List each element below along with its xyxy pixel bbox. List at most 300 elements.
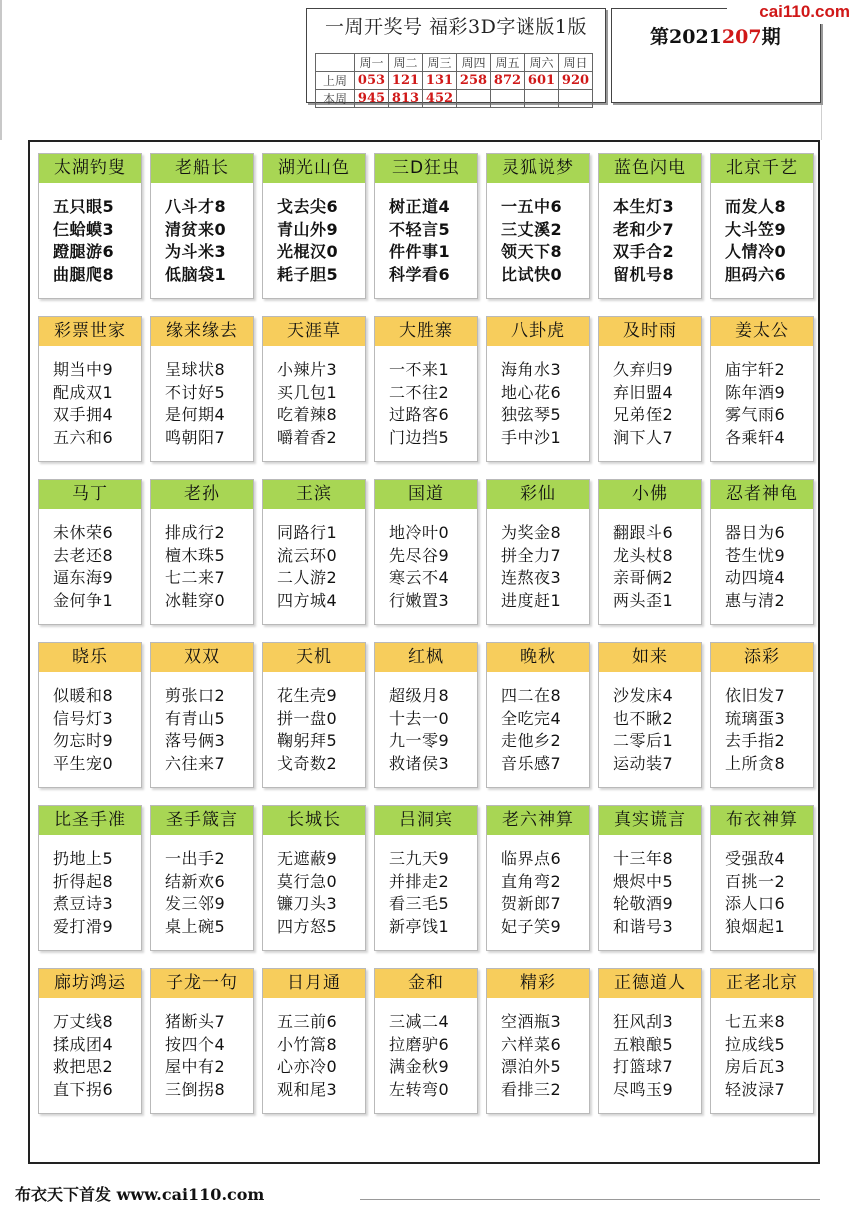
riddle-line: 曲腿爬8 xyxy=(53,264,115,284)
cell-title: 老孙 xyxy=(151,480,253,509)
cell-title: 吕洞宾 xyxy=(375,806,477,835)
riddle-line: 清贫来0 xyxy=(165,219,227,239)
cell-lines xyxy=(151,998,253,1101)
riddle-line: 五六和6 xyxy=(53,427,114,447)
riddle-line: 五只眼5 xyxy=(53,197,115,216)
riddle-line: 涧下人7 xyxy=(613,427,674,447)
riddle-line: 去老还8 xyxy=(53,545,114,565)
riddle-line: 猪断头7 xyxy=(165,1012,226,1031)
cell-lines xyxy=(487,509,589,612)
riddle-cell xyxy=(710,968,814,1114)
riddle-cell xyxy=(374,805,478,951)
riddle-cell xyxy=(150,153,254,299)
riddle-cell xyxy=(150,642,254,788)
draw-number: 872 xyxy=(491,72,525,90)
riddle-cell xyxy=(38,153,142,299)
riddle-cell xyxy=(486,805,590,951)
cell-lines xyxy=(263,672,365,775)
draw-number: 452 xyxy=(423,90,457,108)
cell-title: 比圣手准 xyxy=(39,806,141,835)
riddle-line: 尽鸣玉9 xyxy=(613,1079,674,1099)
riddle-line: 七五来8 xyxy=(725,1012,786,1031)
riddle-cell xyxy=(710,479,814,625)
riddle-line: 四方怒5 xyxy=(277,916,338,936)
cell-lines xyxy=(599,183,701,286)
cell-lines xyxy=(487,346,589,449)
riddle-line: 轮敬酒9 xyxy=(613,894,674,913)
riddle-line: 打篮球7 xyxy=(613,1057,674,1076)
riddle-cell xyxy=(262,968,366,1114)
riddle-line: 蹬腿游6 xyxy=(53,242,115,261)
cell-title: 忍者神龟 xyxy=(711,480,813,509)
draw-number xyxy=(525,90,559,108)
riddle-line: 双手拥4 xyxy=(53,405,114,424)
riddle-line: 金何争1 xyxy=(53,590,114,610)
riddle-line: 二人游2 xyxy=(277,568,338,587)
left-edge-line xyxy=(0,0,2,140)
cell-lines xyxy=(263,183,365,286)
last-week-row xyxy=(316,72,593,90)
riddle-line: 折得起8 xyxy=(53,871,114,891)
corner-cell xyxy=(316,54,355,72)
riddle-line: 鞠躬拜5 xyxy=(277,731,338,750)
riddle-line: 本生灯3 xyxy=(613,197,675,216)
riddle-line: 发三邻9 xyxy=(165,894,226,913)
riddle-line: 进度赶1 xyxy=(501,590,562,610)
cell-title: 灵狐说梦 xyxy=(487,154,589,183)
riddle-line: 信号灯3 xyxy=(53,708,114,728)
riddle-line: 一出手2 xyxy=(165,849,226,868)
riddle-line: 逼东海9 xyxy=(53,568,114,587)
riddle-line: 各乘轩4 xyxy=(725,427,786,447)
riddle-line: 新亭饯1 xyxy=(389,916,450,936)
riddle-line: 救把思2 xyxy=(53,1057,114,1076)
cell-title: 三D狂虫 xyxy=(375,154,477,183)
riddle-line: 弃旧盟4 xyxy=(613,382,674,402)
cell-lines xyxy=(151,672,253,775)
riddle-cell xyxy=(374,316,478,462)
riddle-line: 贺新郎7 xyxy=(501,894,562,913)
riddle-line: 五三前6 xyxy=(277,1012,338,1031)
cell-lines xyxy=(599,346,701,449)
riddle-line: 也不瞅2 xyxy=(613,708,674,728)
riddle-line: 件件事1 xyxy=(389,242,451,261)
riddle-line: 七二来7 xyxy=(165,568,226,587)
cell-lines xyxy=(39,998,141,1101)
cell-title: 及时雨 xyxy=(599,317,701,346)
footer-credit: 布衣天下首发 www.cai110.com xyxy=(15,1185,265,1204)
cell-title: 天涯草 xyxy=(263,317,365,346)
cell-title: 圣手箴言 xyxy=(151,806,253,835)
riddle-cell xyxy=(486,479,590,625)
riddle-line: 为斗米3 xyxy=(165,242,227,261)
riddle-line: 地冷叶0 xyxy=(389,523,450,542)
riddle-line: 买几包1 xyxy=(277,382,338,402)
riddle-line: 落号俩3 xyxy=(165,731,226,750)
this-week-row xyxy=(316,90,593,108)
riddle-cell xyxy=(710,805,814,951)
riddle-line: 揉成团4 xyxy=(53,1034,114,1054)
riddle-line: 器日为6 xyxy=(725,523,786,542)
riddle-line: 拼一盘0 xyxy=(277,708,338,728)
day-header: 周五 xyxy=(491,54,525,72)
riddle-line: 一不来1 xyxy=(389,360,450,379)
riddle-line: 十三年8 xyxy=(613,849,674,868)
riddle-line: 而发人8 xyxy=(725,197,787,216)
riddle-line: 同路行1 xyxy=(277,523,338,542)
riddle-line: 心亦冷0 xyxy=(277,1057,338,1076)
riddle-cell xyxy=(710,642,814,788)
cell-lines xyxy=(263,346,365,449)
riddle-line: 嚼着香2 xyxy=(277,427,338,447)
cell-lines xyxy=(39,672,141,775)
footer-rule xyxy=(360,1199,820,1200)
cell-lines xyxy=(263,835,365,938)
riddle-line: 有青山5 xyxy=(165,708,226,728)
cell-lines xyxy=(599,998,701,1101)
cell-lines xyxy=(599,509,701,612)
cell-title: 金和 xyxy=(375,969,477,998)
riddle-line: 并排走2 xyxy=(389,871,450,891)
row-label: 本周 xyxy=(316,90,355,108)
riddle-line: 万丈线8 xyxy=(53,1012,114,1031)
riddle-cell xyxy=(262,316,366,462)
cell-lines xyxy=(375,509,477,612)
cell-lines xyxy=(375,835,477,938)
riddle-cell xyxy=(710,316,814,462)
riddle-line: 地心花6 xyxy=(501,382,562,402)
riddle-cell xyxy=(374,479,478,625)
cell-title: 晓乐 xyxy=(39,643,141,672)
riddle-cell xyxy=(150,968,254,1114)
cell-lines xyxy=(711,998,813,1101)
issue-prefix: 第2021 xyxy=(650,26,722,48)
cell-title: 红枫 xyxy=(375,643,477,672)
cell-lines xyxy=(151,509,253,612)
riddle-cell xyxy=(38,642,142,788)
riddle-line: 低脑袋1 xyxy=(165,264,227,284)
riddle-line: 老和少7 xyxy=(613,219,675,239)
riddle-line: 走他乡2 xyxy=(501,731,562,750)
weekly-draw-box xyxy=(306,8,606,106)
cell-lines xyxy=(711,835,813,938)
riddle-line: 救诸侯3 xyxy=(389,753,450,773)
cell-title: 彩票世家 xyxy=(39,317,141,346)
riddle-cell xyxy=(598,968,702,1114)
riddle-line: 冰鞋穿0 xyxy=(165,590,226,610)
draw-number xyxy=(457,90,491,108)
riddle-line: 去手指2 xyxy=(725,731,786,750)
riddle-line: 上所贪8 xyxy=(725,753,786,773)
cell-lines xyxy=(711,509,813,612)
riddle-line: 狼烟起1 xyxy=(725,916,786,936)
day-header: 周四 xyxy=(457,54,491,72)
riddle-line: 光棍汉0 xyxy=(277,242,339,261)
riddle-line: 漂泊外5 xyxy=(501,1057,562,1076)
cell-lines xyxy=(39,183,141,286)
riddle-cell xyxy=(486,153,590,299)
riddle-line: 拉成线5 xyxy=(725,1034,786,1054)
riddle-line: 结新欢6 xyxy=(165,871,226,891)
cell-lines xyxy=(39,509,141,612)
riddle-line: 是何期4 xyxy=(165,405,226,424)
day-header: 周三 xyxy=(423,54,457,72)
riddle-line: 兄弟侄2 xyxy=(613,405,674,424)
riddle-cell xyxy=(374,968,478,1114)
riddle-line: 戈去尖6 xyxy=(277,197,339,216)
riddle-line: 未休荣6 xyxy=(53,523,114,542)
riddle-line: 流云环0 xyxy=(277,545,338,565)
day-header: 周日 xyxy=(559,54,593,72)
riddle-cell xyxy=(374,153,478,299)
riddle-line: 雾气雨6 xyxy=(725,405,786,424)
riddle-cell xyxy=(262,479,366,625)
riddle-cell xyxy=(262,642,366,788)
riddle-line: 煨烬中5 xyxy=(613,871,674,891)
cell-title: 王滨 xyxy=(263,480,365,509)
riddle-line: 妃子笑9 xyxy=(501,916,562,936)
cell-title: 大胜寨 xyxy=(375,317,477,346)
riddle-cell xyxy=(38,805,142,951)
cell-title: 晚秋 xyxy=(487,643,589,672)
riddle-line: 莫行急0 xyxy=(277,871,338,891)
cell-lines xyxy=(263,998,365,1101)
riddle-line: 超级月8 xyxy=(389,686,450,705)
cell-lines xyxy=(375,998,477,1101)
riddle-line: 亲哥俩2 xyxy=(613,568,674,587)
riddle-cell xyxy=(486,316,590,462)
riddle-line: 胆码六6 xyxy=(725,264,787,284)
riddle-line: 海角水3 xyxy=(501,360,562,379)
riddle-line: 过路客6 xyxy=(389,405,450,424)
riddle-cell xyxy=(262,153,366,299)
riddle-cell xyxy=(150,479,254,625)
draw-number xyxy=(559,90,593,108)
riddle-line: 镰刀头3 xyxy=(277,894,338,913)
riddle-line: 全吃完4 xyxy=(501,708,562,728)
cell-title: 湖光山色 xyxy=(263,154,365,183)
draw-number: 131 xyxy=(423,72,457,90)
draw-number: 121 xyxy=(389,72,423,90)
riddle-cell xyxy=(598,479,702,625)
riddle-cell xyxy=(38,968,142,1114)
draw-number: 258 xyxy=(457,72,491,90)
riddle-line: 运动装7 xyxy=(613,753,674,773)
riddle-line: 勿忘时9 xyxy=(53,731,114,750)
riddle-line: 寒云不4 xyxy=(389,568,450,587)
cell-lines xyxy=(375,183,477,286)
riddle-line: 二不往2 xyxy=(389,382,450,402)
riddle-line: 三丈溪2 xyxy=(501,219,563,239)
cell-title: 北京千艺 xyxy=(711,154,813,183)
cell-title: 太湖钓叟 xyxy=(39,154,141,183)
riddle-line: 直下拐6 xyxy=(53,1079,114,1099)
riddle-line: 轻波渌7 xyxy=(725,1079,786,1099)
riddle-line: 百挑一2 xyxy=(725,871,786,891)
cell-lines xyxy=(39,835,141,938)
riddle-line: 按四个4 xyxy=(165,1034,226,1054)
riddle-line: 门边挡5 xyxy=(389,427,450,447)
cell-title: 天机 xyxy=(263,643,365,672)
riddle-line: 三九天9 xyxy=(389,849,450,868)
cell-lines xyxy=(487,672,589,775)
riddle-line: 扔地上5 xyxy=(53,849,114,868)
row-label: 上周 xyxy=(316,72,355,90)
riddle-line: 不讨好5 xyxy=(165,382,226,402)
riddle-line: 先尽谷9 xyxy=(389,545,450,565)
riddle-line: 陈年酒9 xyxy=(725,382,786,402)
draw-number: 053 xyxy=(355,72,389,90)
riddle-line: 人情冷0 xyxy=(725,242,787,261)
riddle-line: 拉磨驴6 xyxy=(389,1034,450,1054)
riddle-line: 和谐号3 xyxy=(613,916,674,936)
riddle-line: 九一零9 xyxy=(389,731,450,750)
cell-lines xyxy=(711,346,813,449)
draw-days-row xyxy=(316,54,593,72)
riddle-line: 音乐感7 xyxy=(501,753,562,773)
riddle-line: 花生壳9 xyxy=(277,686,338,705)
riddle-line: 戈奇数2 xyxy=(277,753,338,773)
draw-number: 601 xyxy=(525,72,559,90)
cell-lines xyxy=(487,998,589,1101)
riddle-line: 一五中6 xyxy=(501,197,563,216)
riddle-line: 受强敌4 xyxy=(725,849,786,868)
riddle-line: 空酒瓶3 xyxy=(501,1012,562,1031)
riddle-line: 行嫩置3 xyxy=(389,590,450,610)
riddle-line: 满金秋9 xyxy=(389,1057,450,1076)
cell-title: 缘来缘去 xyxy=(151,317,253,346)
riddle-cell xyxy=(262,805,366,951)
cell-lines xyxy=(487,835,589,938)
riddle-line: 桌上碗5 xyxy=(165,916,226,936)
riddle-line: 手中沙1 xyxy=(501,427,562,447)
riddle-line: 小辣片3 xyxy=(277,360,338,379)
riddle-line: 吃着辣8 xyxy=(277,405,338,424)
riddle-line: 独弦琴5 xyxy=(501,405,562,424)
cell-title: 长城长 xyxy=(263,806,365,835)
riddle-line: 大斗笠9 xyxy=(725,219,787,239)
riddle-line: 鸣朝阳7 xyxy=(165,427,226,447)
riddle-line: 琉璃蛋3 xyxy=(725,708,786,728)
draw-number: 945 xyxy=(355,90,389,108)
riddle-line: 屋中有2 xyxy=(165,1057,226,1076)
riddle-cell xyxy=(374,642,478,788)
riddle-cell xyxy=(150,805,254,951)
cell-title: 如来 xyxy=(599,643,701,672)
cell-title: 添彩 xyxy=(711,643,813,672)
cell-title: 蓝色闪电 xyxy=(599,154,701,183)
riddle-cell xyxy=(598,316,702,462)
site-watermark: cai110.com xyxy=(727,0,850,24)
cell-lines xyxy=(151,183,253,286)
riddle-line: 临界点6 xyxy=(501,849,562,868)
cell-title: 八卦虎 xyxy=(487,317,589,346)
issue-number-red: 207 xyxy=(721,26,762,48)
cell-title: 老船长 xyxy=(151,154,253,183)
cell-title: 精彩 xyxy=(487,969,589,998)
riddle-cell xyxy=(598,153,702,299)
riddle-line: 狂风刮3 xyxy=(613,1012,674,1031)
riddle-cell xyxy=(486,968,590,1114)
riddle-line: 拼全力7 xyxy=(501,545,562,565)
riddle-line: 苍生忧9 xyxy=(725,545,786,565)
riddle-line: 十去一0 xyxy=(389,708,450,728)
riddle-line: 领天下8 xyxy=(501,242,563,261)
cell-title: 国道 xyxy=(375,480,477,509)
riddle-line: 观和尾3 xyxy=(277,1079,338,1099)
day-header: 周二 xyxy=(389,54,423,72)
issue-suffix: 期 xyxy=(761,26,781,48)
riddle-line: 六样菜6 xyxy=(501,1034,562,1054)
riddle-line: 双手合2 xyxy=(613,242,675,261)
cell-title: 马丁 xyxy=(39,480,141,509)
draw-results-table xyxy=(315,53,593,108)
cell-title: 老六神算 xyxy=(487,806,589,835)
cell-lines xyxy=(375,672,477,775)
cell-lines xyxy=(263,509,365,612)
riddle-cell xyxy=(598,805,702,951)
riddle-line: 檀木珠5 xyxy=(165,545,226,565)
issue-number xyxy=(650,22,781,49)
riddle-line: 惠与清2 xyxy=(725,590,786,610)
riddle-cell xyxy=(38,316,142,462)
riddle-line: 看排三2 xyxy=(501,1079,562,1099)
riddle-line: 五粮酿5 xyxy=(613,1034,674,1054)
cell-title: 真实谎言 xyxy=(599,806,701,835)
cell-title: 双双 xyxy=(151,643,253,672)
cell-title: 小佛 xyxy=(599,480,701,509)
riddle-line: 二零后1 xyxy=(613,731,674,750)
riddle-line: 龙头杖8 xyxy=(613,545,674,565)
riddle-line: 为奖金8 xyxy=(501,523,562,542)
riddle-cell xyxy=(486,642,590,788)
riddle-line: 八斗才8 xyxy=(165,197,227,216)
day-header: 周一 xyxy=(355,54,389,72)
riddle-line: 沙发床4 xyxy=(613,686,674,705)
riddle-line: 留机号8 xyxy=(613,264,675,284)
riddle-line: 久弃归9 xyxy=(613,360,674,379)
riddle-line: 配成双1 xyxy=(53,382,114,402)
riddle-cell xyxy=(598,642,702,788)
cell-lines xyxy=(711,672,813,775)
cell-lines xyxy=(375,346,477,449)
riddle-line: 依旧发7 xyxy=(725,686,786,705)
cell-title: 廊坊鸿运 xyxy=(39,969,141,998)
cell-lines xyxy=(39,346,141,449)
draw-number: 920 xyxy=(559,72,593,90)
cell-lines xyxy=(151,346,253,449)
riddle-line: 两头歪1 xyxy=(613,590,674,610)
cell-lines xyxy=(151,835,253,938)
draw-number xyxy=(491,90,525,108)
riddle-cell xyxy=(150,316,254,462)
cell-title: 布衣神算 xyxy=(711,806,813,835)
riddle-line: 房后瓦3 xyxy=(725,1057,786,1076)
riddle-line: 动四境4 xyxy=(725,568,786,587)
riddle-line: 比试快0 xyxy=(501,264,563,284)
riddle-line: 呈球状8 xyxy=(165,360,226,379)
cell-lines xyxy=(711,183,813,286)
riddle-line: 期当中9 xyxy=(53,360,114,379)
riddle-line: 四二在8 xyxy=(501,686,562,705)
riddle-line: 庙宇轩2 xyxy=(725,360,786,379)
draw-number: 813 xyxy=(389,90,423,108)
draw-title: 一周开奖号 福彩3D字谜版1版 xyxy=(325,16,587,38)
cell-lines xyxy=(599,672,701,775)
riddle-line: 不轻言5 xyxy=(389,219,451,239)
cell-title: 正老北京 xyxy=(711,969,813,998)
riddle-line: 四方城4 xyxy=(277,590,338,610)
